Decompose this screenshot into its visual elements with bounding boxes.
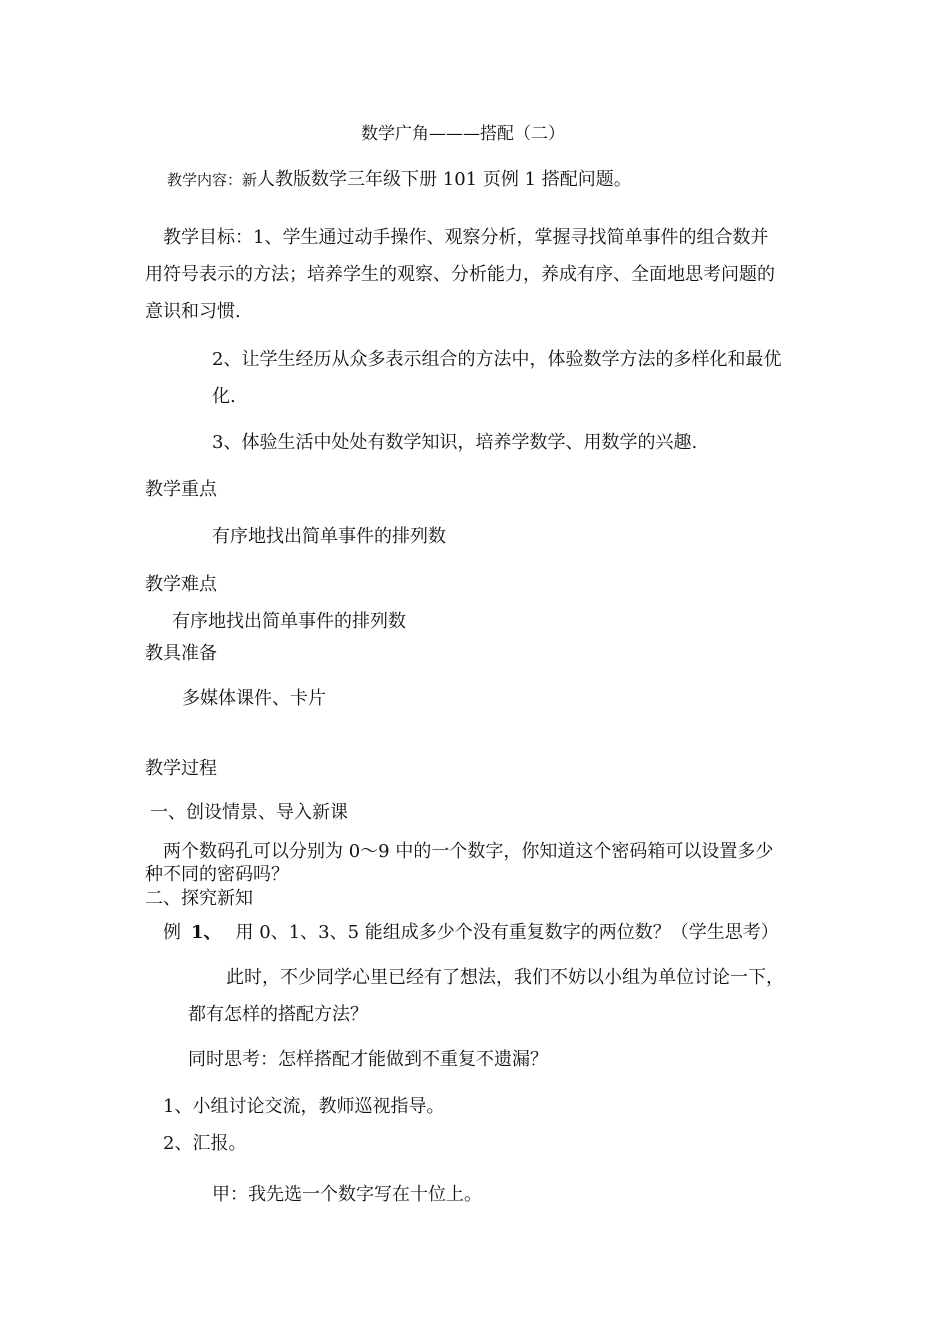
- example-line: [163, 922, 779, 944]
- step-2: 2、汇报。: [163, 1133, 247, 1154]
- discussion-line-2: 都有怎样的搭配方法？: [188, 1004, 368, 1025]
- section-1-heading: 一、创设情景、导入新课: [150, 802, 348, 823]
- key-point-heading: 教学重点: [145, 479, 217, 500]
- difficulty-text: 有序地找出简单事件的排列数: [172, 611, 406, 632]
- tools-heading: 教具准备: [145, 643, 217, 664]
- key-point-text: 有序地找出简单事件的排列数: [212, 526, 446, 547]
- objectives-2-line-2: 化.: [212, 386, 236, 407]
- objectives-2-line-1: 2、让学生经历从众多表示组合的方法中，体验数学方法的多样化和最优: [212, 349, 782, 370]
- teaching-content-text: 人教版数学三年级下册 101 页例 1 搭配问题。: [257, 169, 632, 190]
- example-number: 1、: [191, 922, 222, 943]
- step-1: 1、小组讨论交流，教师巡视指导。: [163, 1096, 445, 1117]
- objectives-line-3: 意识和习惯.: [145, 301, 241, 322]
- document-title: 数学广角———搭配（二）: [361, 124, 565, 144]
- process-heading: 教学过程: [145, 758, 217, 779]
- teaching-content-label: 教学内容：: [167, 171, 243, 189]
- teaching-content-prefix: 新: [242, 171, 258, 189]
- tools-text: 多媒体课件、卡片: [182, 688, 326, 709]
- objectives-line-2: 用符号表示的方法；培养学生的观察、分析能力，养成有序、全面地思考问题的: [145, 264, 775, 285]
- teaching-content-line: [167, 169, 632, 191]
- difficulty-heading: 教学难点: [145, 574, 217, 595]
- section-1-line-2: 种不同的密码吗？: [145, 864, 289, 885]
- section-1-line-1: 两个数码孔可以分别为 0～9 中的一个数字，你知道这个密码箱可以设置多少: [163, 841, 774, 862]
- step-3: 甲：我先选一个数字写在十位上。: [212, 1184, 482, 1205]
- objectives-3-line: 3、体验生活中处处有数学知识，培养学数学、用数学的兴趣.: [212, 432, 698, 453]
- discussion-line-1: 此时，不少同学心里已经有了想法，我们不妨以小组为单位讨论一下，: [226, 967, 784, 988]
- example-label: 例: [163, 922, 181, 943]
- section-2-heading: 二、探究新知: [145, 888, 253, 909]
- example-text: 用 0、1、3、5 能组成多少个没有重复数字的两位数？（学生思考）: [235, 922, 779, 943]
- think-line: 同时思考：怎样搭配才能做到不重复不遗漏？: [188, 1049, 548, 1070]
- objectives-line-1: 教学目标：1、学生通过动手操作、观察分析，掌握寻找简单事件的组合数并: [163, 227, 769, 248]
